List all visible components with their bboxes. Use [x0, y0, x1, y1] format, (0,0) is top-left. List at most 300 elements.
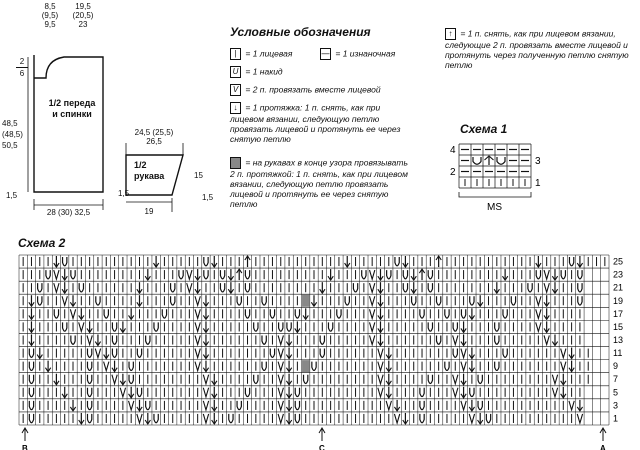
yarn-over-stitch	[237, 401, 241, 410]
slip-pass-stitch	[54, 374, 59, 385]
yarn-over-stitch	[137, 388, 141, 397]
yarn-over-stitch	[304, 375, 308, 384]
slip-pass-stitch	[386, 361, 391, 372]
yarn-over-stitch	[486, 414, 490, 423]
scheme2-row-number: 13	[613, 335, 624, 345]
k2tog-stitch	[137, 414, 142, 423]
k2tog-stitch	[203, 388, 208, 397]
k2tog-stitch	[370, 296, 375, 305]
yarn-over-stitch	[87, 349, 91, 358]
yarn-over-stitch	[453, 322, 457, 331]
slip-pass-stitch	[469, 348, 474, 359]
slip-pass-stitch	[212, 374, 217, 385]
k2tog-stitch	[95, 349, 100, 358]
k2tog-stitch	[203, 414, 208, 423]
yarn-over-stitch	[287, 322, 291, 331]
length-2: (48,5)	[2, 130, 23, 139]
front-top-left-3: 9,5	[44, 20, 56, 29]
k2tog-stitch	[203, 375, 208, 384]
yarn-over-stitch	[29, 414, 33, 423]
k2tog-stitch	[370, 322, 375, 331]
slip-pass-stitch	[552, 334, 557, 345]
k2tog-stitch	[195, 362, 200, 371]
slip-pass-stitch	[303, 308, 308, 319]
slip-pass-stitch	[112, 361, 117, 372]
sleeve-decrease-cell	[302, 295, 309, 307]
yarn-over-stitch	[428, 375, 432, 384]
sk2p-symbol: ↑	[445, 28, 456, 40]
k2tog-stitch	[187, 283, 192, 292]
yarn-over-stitch	[54, 309, 58, 318]
slip-pass-symbol: ↓	[230, 102, 241, 114]
slip-pass-stitch	[228, 282, 233, 293]
neck-depth-2: 6	[19, 69, 25, 78]
neck-depth-1: 2	[16, 56, 28, 68]
sleeve-decrease-cell	[302, 360, 309, 372]
slip-pass-stitch	[386, 374, 391, 385]
k2tog-stitch	[104, 362, 109, 371]
slip-pass-stitch	[378, 295, 383, 306]
yarn-over-symbol: U	[230, 66, 241, 78]
slip-pass-stitch	[137, 400, 142, 411]
front-back-label-2: и спинки	[52, 109, 92, 119]
yarn-over-stitch	[245, 309, 249, 318]
yarn-over-stitch	[428, 270, 432, 279]
legend-sleeve-note: ▪ = на рукавах в конце узора провязывать 2 п. протяжкой: 1 п. снять, как при лицевом вязании, следующую петлю провязать лицевой и протянуть ее через снятую петлю	[230, 157, 408, 209]
yarn-over-stitch	[503, 309, 507, 318]
slip-pass-stitch	[577, 400, 582, 411]
slip-pass-stitch	[378, 321, 383, 332]
scheme1-row-number: 1	[535, 178, 541, 189]
yarn-over-stitch	[536, 270, 540, 279]
slip-pass-stitch	[378, 308, 383, 319]
yarn-over-stitch	[428, 283, 432, 292]
yarn-over-stitch	[270, 349, 274, 358]
yarn-over-stitch	[87, 375, 91, 384]
scheme1-grid	[445, 138, 555, 218]
scheme2-row-number: 25	[613, 256, 624, 267]
k2tog-stitch	[54, 270, 59, 279]
slip-pass-stitch	[137, 282, 142, 293]
yarn-over-stitch	[478, 375, 482, 384]
slip-pass-stitch	[87, 321, 92, 332]
sleeve-label-2: рукава	[134, 171, 165, 181]
slip-pass-stitch	[544, 308, 549, 319]
k2tog-stitch	[378, 349, 383, 358]
yarn-over-stitch	[146, 335, 150, 344]
slip-pass-stitch	[577, 256, 582, 267]
slip-pass-stitch	[120, 374, 125, 385]
front-top-left-1: 8,5	[44, 2, 56, 11]
slip-pass-stitch	[502, 269, 507, 280]
yarn-over-stitch	[146, 401, 150, 410]
k2tog-stitch	[129, 401, 134, 410]
sleeve-hem-right: 1,5	[202, 193, 214, 202]
yarn-over-stitch	[403, 270, 407, 279]
sleeve-top-1: 24,5 (25,5)	[134, 128, 174, 137]
yarn-over-stitch	[129, 375, 133, 384]
yarn-over-stitch	[478, 401, 482, 410]
k2tog-stitch	[195, 296, 200, 305]
slip-pass-stitch	[386, 348, 391, 359]
legend-slip-pass: ↓ = 1 протяжка: 1 п. снять, как при лицевом вязании, следующую петлю провязать лицевой и протянуть ее через снятую петлю	[230, 102, 401, 144]
slip-pass-stitch	[286, 374, 291, 385]
slip-pass-stitch	[536, 256, 541, 267]
scheme2-row-number: 19	[613, 295, 624, 306]
k2tog-stitch	[453, 375, 458, 384]
scheme2-row-number: 11	[613, 348, 623, 359]
yarn-over-stitch	[578, 283, 582, 292]
yarn-over-stitch	[71, 335, 75, 344]
yarn-over-stitch	[362, 270, 366, 279]
k2tog-stitch	[469, 414, 474, 423]
k2tog-stitch	[453, 388, 458, 397]
slip-pass-stitch	[494, 282, 499, 293]
yarn-over-stitch	[29, 388, 33, 397]
slip-pass-stitch	[378, 334, 383, 345]
slip-pass-stitch	[212, 413, 217, 424]
k2tog-stitch	[561, 349, 566, 358]
front-top-right-1: 19,5	[75, 2, 91, 11]
slip-pass-stitch	[320, 282, 325, 293]
k2tog-stitch	[461, 401, 466, 410]
slip-pass-stitch	[403, 256, 408, 267]
slip-pass-stitch	[561, 387, 566, 398]
yarn-over-stitch	[254, 322, 258, 331]
sk2p-stitch	[237, 269, 242, 280]
slip-pass-stitch	[378, 282, 383, 293]
slip-pass-stitch	[228, 269, 233, 280]
front-back-pattern	[0, 0, 120, 225]
yarn-over-stitch	[511, 296, 515, 305]
scheme2-row-number: 3	[613, 400, 619, 411]
yarn-over-stitch	[104, 309, 108, 318]
slip-pass-stitch	[295, 321, 300, 332]
yarn-over-stitch	[204, 270, 208, 279]
sleeve-pattern	[120, 120, 220, 225]
yarn-over-stitch	[87, 414, 91, 423]
yarn-over-stitch	[262, 335, 266, 344]
k2tog-stitch	[544, 270, 549, 279]
k2tog-stitch	[70, 309, 75, 318]
scheme2-grid	[5, 250, 635, 450]
k2tog-stitch	[370, 283, 375, 292]
k2tog-stitch	[370, 309, 375, 318]
k2tog-stitch	[79, 322, 84, 331]
k2tog-stitch	[536, 296, 541, 305]
marker-a	[600, 428, 606, 450]
scheme2-row-number: 1	[613, 413, 619, 424]
slip-pass-stitch	[286, 413, 291, 424]
yarn-over-stitch	[29, 349, 33, 358]
slip-pass-stitch	[286, 348, 291, 359]
scheme2-row-number: 15	[613, 321, 624, 332]
slip-pass-stitch	[345, 256, 350, 267]
front-top-left-2: (9,5)	[41, 11, 59, 20]
knit-symbol: |	[230, 48, 241, 60]
k2tog-stitch	[544, 283, 549, 292]
legend-purl: — = 1 изнаночная	[321, 48, 396, 59]
k2tog-stitch	[453, 335, 458, 344]
slip-pass-stitch	[286, 334, 291, 345]
front-hem: 1,5	[6, 191, 18, 200]
k2tog-stitch	[536, 309, 541, 318]
yarn-over-stitch	[436, 296, 440, 305]
slip-pass-stitch	[95, 334, 100, 345]
yarn-over-stitch	[420, 414, 424, 423]
k2tog-stitch	[278, 349, 283, 358]
slip-pass-stitch	[311, 295, 316, 306]
legend-yarn-over: U = 1 накид	[230, 66, 283, 78]
k2tog-stitch	[187, 270, 192, 279]
k2tog-stitch	[278, 375, 283, 384]
slip-pass-stitch	[203, 334, 208, 345]
k2tog-stitch	[112, 375, 117, 384]
yarn-over-stitch	[295, 388, 299, 397]
yarn-over-stitch	[179, 270, 183, 279]
k2tog-stitch	[386, 401, 391, 410]
slip-pass-stitch	[569, 361, 574, 372]
scheme1-row-number: 4	[450, 145, 456, 156]
yarn-over-stitch	[320, 335, 324, 344]
yarn-over-stitch	[220, 270, 224, 279]
yarn-over-stitch	[229, 414, 233, 423]
k2tog-stitch	[561, 362, 566, 371]
scheme2-row-number: 23	[613, 269, 624, 280]
slip-pass-stitch	[461, 374, 466, 385]
sk2p-stitch	[419, 269, 424, 280]
sleeve-label-1: 1/2	[134, 160, 147, 170]
yarn-over-stitch	[495, 335, 499, 344]
svg-text:B: B	[22, 444, 28, 450]
slip-pass-stitch	[378, 269, 383, 280]
yarn-over-stitch	[245, 388, 249, 397]
slip-pass-stitch	[129, 308, 134, 319]
yarn-over-stitch	[328, 322, 332, 331]
k2tog-stitch	[378, 375, 383, 384]
yarn-over-stitch	[420, 388, 424, 397]
slip-pass-stitch	[203, 295, 208, 306]
yarn-over-stitch	[461, 309, 465, 318]
legend-sk2p: ↑ = 1 п. снять, как при лицевом вязании, следующие 2 п. провязать вместе лицевой и протянуть через полученную петлю снятую петлю	[445, 28, 629, 70]
k2tog-stitch	[577, 414, 582, 423]
k2tog-stitch	[370, 335, 375, 344]
yarn-over-stitch	[38, 296, 42, 305]
slip-pass-stitch	[203, 348, 208, 359]
yarn-over-stitch	[420, 309, 424, 318]
yarn-over-stitch	[578, 296, 582, 305]
ms-label: MS	[487, 202, 502, 213]
slip-pass-stitch	[386, 387, 391, 398]
k2tog-stitch	[461, 362, 466, 371]
slip-pass-stitch	[29, 334, 34, 345]
k2tog-stitch	[552, 375, 557, 384]
purl-symbol: —	[321, 49, 330, 58]
scheme1-row-number: 3	[535, 156, 541, 167]
k2tog-stitch	[203, 401, 208, 410]
slip-pass-stitch	[461, 321, 466, 332]
yarn-over-stitch	[395, 257, 399, 266]
slip-pass-stitch	[62, 387, 67, 398]
yarn-over-stitch	[63, 322, 67, 331]
k2tog-stitch	[278, 388, 283, 397]
slip-pass-stitch	[212, 256, 217, 267]
length-1: 48,5	[2, 119, 18, 128]
legend-knit: | = 1 лицевая	[230, 48, 292, 60]
slip-pass-stitch	[137, 295, 142, 306]
front-width: 28 (30) 32,5	[46, 208, 91, 217]
sk2p-stitch	[245, 256, 250, 267]
k2tog-stitch	[378, 388, 383, 397]
slip-pass-stitch	[212, 387, 217, 398]
k2tog-stitch	[195, 322, 200, 331]
yarn-over-stitch	[420, 401, 424, 410]
yarn-over-stitch	[495, 322, 499, 331]
yarn-over-stitch	[112, 349, 116, 358]
slip-pass-stitch	[62, 282, 67, 293]
yarn-over-stitch	[295, 309, 299, 318]
yarn-over-stitch	[428, 322, 432, 331]
slip-pass-stitch	[286, 400, 291, 411]
yarn-over-stitch	[436, 335, 440, 344]
sleeve-bottom: 19	[144, 207, 154, 216]
slip-pass-stitch	[212, 400, 217, 411]
slip-pass-stitch	[54, 256, 59, 267]
scheme2-row-number: 5	[613, 387, 619, 398]
slip-pass-stitch	[403, 413, 408, 424]
slip-pass-stitch	[79, 413, 84, 424]
scheme1-row-number: 2	[450, 167, 456, 178]
yarn-over-stitch	[412, 296, 416, 305]
front-top-right-2: (20,5)	[72, 11, 94, 20]
slip-pass-stitch	[286, 387, 291, 398]
yarn-over-stitch	[245, 283, 249, 292]
slip-pass-stitch	[145, 413, 150, 424]
yarn-over-stitch	[453, 349, 457, 358]
yarn-over-stitch	[254, 375, 258, 384]
sleeve-height: 15	[194, 171, 203, 180]
yarn-over-stitch	[578, 270, 582, 279]
yarn-over-stitch	[87, 401, 91, 410]
k2tog-stitch	[552, 388, 557, 397]
slip-pass-stitch	[37, 348, 42, 359]
yarn-over-stitch	[245, 270, 249, 279]
front-back-label-1: 1/2 переда	[48, 98, 96, 108]
slip-pass-stitch	[153, 256, 158, 267]
slip-pass-stitch	[203, 308, 208, 319]
slip-pass-stitch	[129, 387, 134, 398]
yarn-over-stitch	[262, 362, 266, 371]
slip-pass-stitch	[328, 269, 333, 280]
yarn-over-stitch	[137, 349, 141, 358]
k2tog-stitch	[54, 283, 59, 292]
sk2p-stitch	[436, 256, 441, 267]
yarn-over-stitch	[63, 257, 67, 266]
yarn-over-stitch	[87, 388, 91, 397]
yarn-over-stitch	[295, 401, 299, 410]
yarn-over-stitch	[29, 401, 33, 410]
slip-pass-stitch	[544, 295, 549, 306]
yarn-over-stitch	[171, 283, 175, 292]
k2tog-stitch	[378, 362, 383, 371]
yarn-over-stitch	[237, 296, 241, 305]
sk2p-stitch	[485, 156, 494, 165]
yarn-over-stitch	[495, 362, 499, 371]
k2tog-stitch	[461, 349, 466, 358]
legend-title: Условные обозначения	[230, 25, 371, 39]
yarn-over-stitch	[38, 283, 42, 292]
slip-pass-stitch	[195, 269, 200, 280]
marker-b	[22, 428, 28, 450]
yarn-over-stitch	[561, 270, 565, 279]
k2tog-stitch	[195, 309, 200, 318]
yarn-over-stitch	[345, 296, 349, 305]
slip-pass-stitch	[70, 400, 75, 411]
slip-pass-stitch	[29, 295, 34, 306]
yarn-over-stitch	[295, 414, 299, 423]
slip-pass-stitch	[70, 295, 75, 306]
k2tog-stitch	[278, 335, 283, 344]
yarn-over-stitch	[154, 414, 158, 423]
k2tog-stitch	[278, 401, 283, 410]
yarn-over-stitch	[403, 283, 407, 292]
svg-text:A: A	[600, 444, 606, 450]
slip-pass-stitch	[104, 348, 109, 359]
slip-pass-stitch	[469, 308, 474, 319]
yarn-over-stitch	[470, 388, 474, 397]
gray-square-icon: ▪	[230, 157, 241, 169]
slip-pass-stitch	[195, 282, 200, 293]
yarn-over-stitch	[320, 349, 324, 358]
k2tog-stitch	[195, 335, 200, 344]
slip-pass-stitch	[544, 321, 549, 332]
k2tog-stitch	[278, 414, 283, 423]
slip-pass-stitch	[45, 361, 50, 372]
yarn-over-stitch	[154, 322, 158, 331]
scheme2-title: Схема 2	[18, 236, 66, 250]
slip-pass-stitch	[561, 374, 566, 385]
k2tog-stitch	[62, 296, 67, 305]
yarn-over-stitch	[162, 309, 166, 318]
yarn-over-stitch	[29, 362, 33, 371]
slip-pass-stitch	[120, 321, 125, 332]
ms-bracket	[459, 192, 531, 197]
yarn-over-stitch	[503, 349, 507, 358]
scheme2-row-number: 7	[613, 374, 619, 385]
yarn-over-stitch	[96, 296, 100, 305]
yarn-over-stitch	[171, 296, 175, 305]
slip-pass-stitch	[478, 413, 483, 424]
yarn-over-stitch	[129, 362, 133, 371]
slip-pass-stitch	[286, 361, 291, 372]
scheme2-row-number: 17	[613, 308, 624, 319]
slip-pass-stitch	[469, 361, 474, 372]
k2tog-stitch	[569, 401, 574, 410]
slip-pass-stitch	[552, 282, 557, 293]
yarn-over-stitch	[204, 257, 208, 266]
scheme2-row-number: 21	[613, 282, 624, 293]
yarn-over-stitch	[46, 270, 50, 279]
slip-pass-stitch	[478, 295, 483, 306]
svg-text:C: C	[319, 444, 325, 450]
yarn-over-stitch	[87, 362, 91, 371]
yarn-over-stitch	[470, 296, 474, 305]
slip-pass-stitch	[29, 321, 34, 332]
yarn-over-stitch	[569, 257, 573, 266]
k2tog-stitch	[370, 270, 375, 279]
yarn-over-stitch	[262, 296, 266, 305]
slip-pass-stitch	[145, 269, 150, 280]
